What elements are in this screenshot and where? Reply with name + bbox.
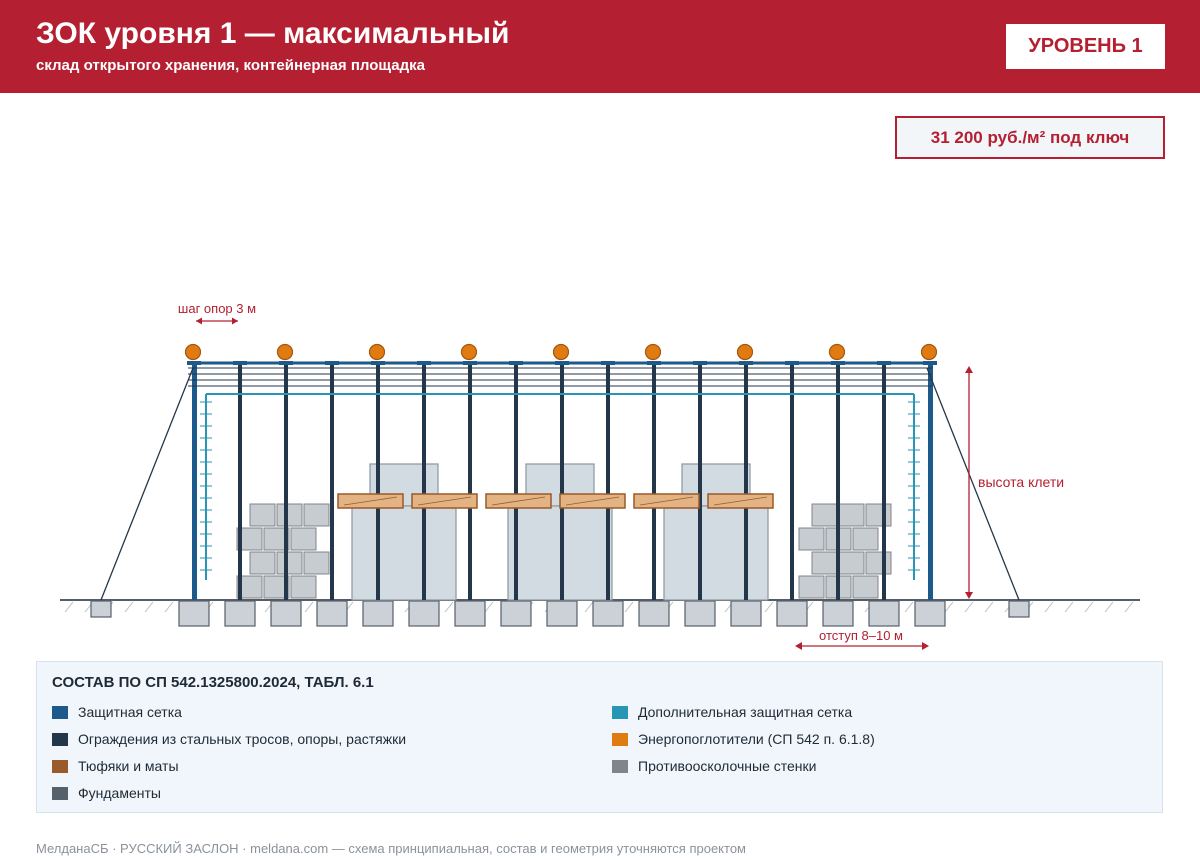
support-pole [422,364,426,600]
ground-hatch [765,602,773,612]
legend-swatch [612,706,628,719]
support-pole [836,364,840,600]
splinter-wall-block [250,552,275,574]
support-pole [698,364,702,600]
ground-hatch [965,602,973,612]
foundation-block [639,601,669,626]
legend-swatch [612,733,628,746]
ground-hatch [585,602,593,612]
ground-hatch [905,602,913,612]
offset-arrowhead [795,642,802,650]
cage-height-arrowhead [965,592,973,599]
legend-swatch [52,733,68,746]
splinter-wall-block [839,552,864,574]
legend-item [52,731,406,747]
legend-item [52,758,179,774]
legend-title: СОСТАВ ПО СП 542.1325800.2024, ТАБЛ. 6.1 [52,674,374,691]
pole-step-label: шаг опор 3 м [177,301,257,316]
legend-panel [36,661,1163,813]
splinter-wall-block [277,552,302,574]
foundation-block [501,601,531,626]
support-pole [928,364,933,600]
legend-label: Защитная сетка [78,704,182,720]
energy-absorber [462,345,477,360]
support-pole [514,364,518,600]
ground-hatch [1045,602,1053,612]
foundation-block [731,601,761,626]
splinter-wall-block [291,528,316,550]
legend-item [612,704,852,720]
ground-hatch [485,602,493,612]
energy-absorber [738,345,753,360]
legend-item [52,785,161,801]
foundation-block [685,601,715,626]
ground-hatch [125,602,133,612]
ground-hatch [1065,602,1073,612]
anchor-foundation-left [91,601,111,617]
support-pole [376,364,380,600]
support-pole [790,364,794,600]
legend-label: Противоосколочные стенки [638,758,817,774]
splinter-wall-block [277,504,302,526]
level-badge: УРОВЕНЬ 1 [1006,24,1165,69]
legend-label: Фундаменты [78,785,161,801]
ground-hatch [445,602,453,612]
foundation-block [409,601,439,626]
energy-absorber [186,345,201,360]
ground-hatch [165,602,173,612]
splinter-wall-block [853,528,878,550]
foundation-block [547,601,577,626]
foundation-block [363,601,393,626]
foundation-block [271,601,301,626]
support-pole [606,364,610,600]
energy-absorber [554,345,569,360]
ground-hatch [625,602,633,612]
splinter-wall-block [853,576,878,598]
energy-absorber [922,345,937,360]
energy-absorber [370,345,385,360]
ground-hatch [305,602,313,612]
ground-hatch [1085,602,1093,612]
cage-height-label: высота клети [978,474,1065,490]
support-pole [284,364,288,600]
support-pole [330,364,334,600]
guy-wire-left [101,368,193,600]
legend-item [52,704,182,720]
support-pole [652,364,656,600]
pole-step-arrowhead [196,318,202,325]
price-box: 31 200 руб./м² под ключ [895,116,1165,159]
foundation-block [179,601,209,626]
legend-swatch [52,787,68,800]
foundation-block [225,601,255,626]
cage-height-arrowhead [965,366,973,373]
splinter-wall-block [812,504,837,526]
ground-hatch [1105,602,1113,612]
legend-label: Ограждения из стальных тросов, опоры, растяжки [78,731,407,747]
ground-hatch [145,602,153,612]
splinter-wall-block [812,552,837,574]
splinter-wall-block [866,552,891,574]
splinter-wall-block [291,576,316,598]
support-pole [882,364,886,600]
ground-hatch [1125,602,1133,612]
support-pole [560,364,564,600]
foundation-block [777,601,807,626]
legend-label: Тюфяки и маты [78,758,179,774]
foundation-block [593,601,623,626]
support-pole [192,364,197,600]
energy-absorber [646,345,661,360]
splinter-wall-block [304,504,329,526]
legend-swatch [52,760,68,773]
foundation-block [915,601,945,626]
footer-note: МелданаСБ · РУССКИЙ ЗАСЛОН · meldana.com — схема принципиальная, состав и геометрия уточняются проектом [36,841,746,856]
splinter-wall-block [866,504,891,526]
support-pole [744,364,748,600]
splinter-wall-block [799,576,824,598]
foundation-block [317,601,347,626]
support-pole [468,364,472,600]
ground-hatch [985,602,993,612]
anchor-foundation-right [1009,601,1029,617]
energy-absorber [830,345,845,360]
ground-hatch [65,602,73,612]
splinter-wall-block [839,504,864,526]
offset-arrowhead [922,642,929,650]
splinter-wall-block [250,504,275,526]
support-pole [238,364,242,600]
splinter-wall-block [799,528,824,550]
container-lower [664,506,768,600]
foundation-block [455,601,485,626]
legend-swatch [612,760,628,773]
energy-absorber [278,345,293,360]
splinter-wall-block [304,552,329,574]
foundation-block [869,601,899,626]
legend-item [612,758,816,774]
page-title: ЗОК уровня 1 — максимальный [36,17,510,50]
foundation-block [823,601,853,626]
ground-hatch [945,602,953,612]
page-subtitle: склад открытого хранения, контейнерная площадка [36,57,425,74]
legend-swatch [52,706,68,719]
offset-label: отступ 8–10 м [819,628,903,643]
container-lower [352,506,456,600]
legend-item [612,731,875,747]
pole-step-arrowhead [232,318,238,325]
legend-label: Энергопоглотители (СП 542 п. 6.1.8) [638,731,875,747]
legend-label: Дополнительная защитная сетка [638,704,853,720]
